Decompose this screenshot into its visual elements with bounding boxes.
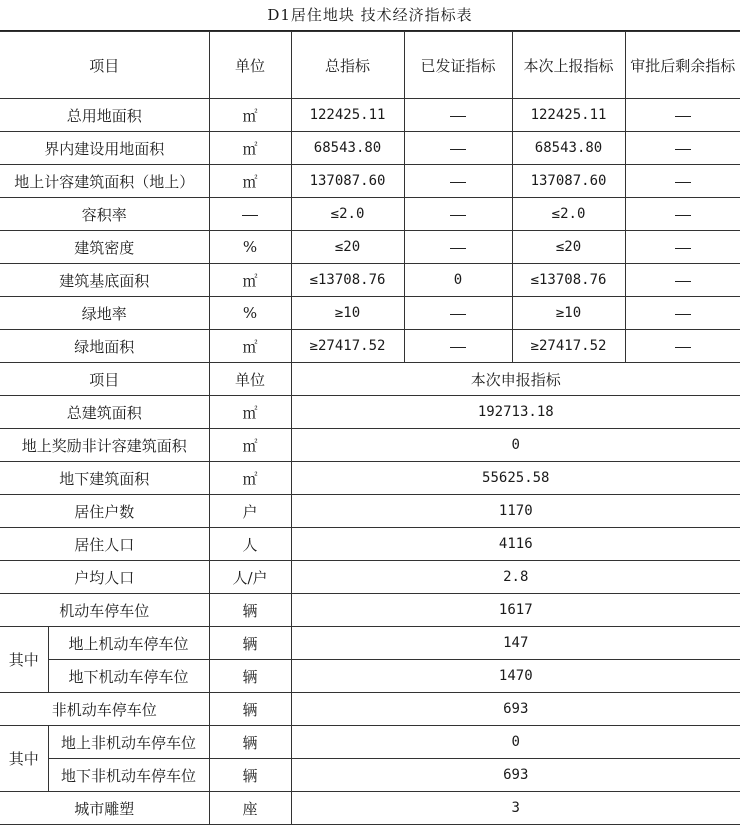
row-value: 4116 <box>291 528 740 561</box>
row-name: 建筑基底面积 <box>0 264 209 297</box>
table-row <box>0 429 740 462</box>
row-issued <box>404 165 512 198</box>
row-current: 122425.11 <box>512 99 625 132</box>
row-name: 居住人口 <box>0 528 209 561</box>
row-value: 1470 <box>291 660 740 693</box>
header-issued: 已发证指标 <box>404 32 512 99</box>
table-row <box>0 594 740 627</box>
row-value: 1617 <box>291 594 740 627</box>
table-row <box>0 495 740 528</box>
row-current: 68543.80 <box>512 132 625 165</box>
dash-mark <box>242 215 258 216</box>
row-unit: 人 <box>209 528 291 561</box>
dash-mark <box>450 215 466 216</box>
dash-mark <box>450 116 466 117</box>
row-name: 界内建设用地面积 <box>0 132 209 165</box>
header2-item: 项目 <box>0 363 209 396</box>
row-remaining <box>625 165 740 198</box>
row-remaining <box>625 132 740 165</box>
dash-mark <box>450 149 466 150</box>
row-unit: ㎡ <box>209 396 291 429</box>
row-issued <box>404 231 512 264</box>
row-current: ≤20 <box>512 231 625 264</box>
row-remaining <box>625 99 740 132</box>
row-unit: ㎡ <box>209 165 291 198</box>
row-value: 1170 <box>291 495 740 528</box>
table-row <box>0 693 740 726</box>
row-total: 68543.80 <box>291 132 404 165</box>
row-name: 地下机动车停车位 <box>48 660 209 693</box>
row-issued <box>404 198 512 231</box>
row-name: 地上奖励非计容建筑面积 <box>0 429 209 462</box>
row-name: 总建筑面积 <box>0 396 209 429</box>
table-row <box>0 726 740 759</box>
dash-mark <box>675 116 691 117</box>
row-total: ≥10 <box>291 297 404 330</box>
row-unit: ㎡ <box>209 264 291 297</box>
row-remaining <box>625 264 740 297</box>
row-current: ≤13708.76 <box>512 264 625 297</box>
table-row <box>0 198 740 231</box>
dash-mark <box>450 347 466 348</box>
table-row <box>0 165 740 198</box>
dash-mark <box>675 347 691 348</box>
table-row <box>0 528 740 561</box>
row-unit: ㎡ <box>209 429 291 462</box>
table-row <box>0 627 740 660</box>
row-unit: 辆 <box>209 627 291 660</box>
dash-mark <box>675 149 691 150</box>
row-value: 192713.18 <box>291 396 740 429</box>
table-row <box>0 231 740 264</box>
row-issued <box>404 297 512 330</box>
header-unit: 单位 <box>209 32 291 99</box>
table-row <box>0 561 740 594</box>
row-unit: 辆 <box>209 726 291 759</box>
row-unit: 辆 <box>209 660 291 693</box>
row-issued <box>404 99 512 132</box>
header-item: 项目 <box>0 32 209 99</box>
row-unit: ㎡ <box>209 330 291 363</box>
row-unit: ㎡ <box>209 132 291 165</box>
row-remaining <box>625 297 740 330</box>
row-name: 户均人口 <box>0 561 209 594</box>
dash-mark <box>450 314 466 315</box>
row-total: 137087.60 <box>291 165 404 198</box>
row-remaining <box>625 198 740 231</box>
row-name: 绿地率 <box>0 297 209 330</box>
header-row-2 <box>0 363 740 396</box>
row-value: 147 <box>291 627 740 660</box>
row-value: 3 <box>291 792 740 825</box>
row-remaining <box>625 330 740 363</box>
row-name: 非机动车停车位 <box>0 693 209 726</box>
row-name: 绿地面积 <box>0 330 209 363</box>
header-row <box>0 32 740 99</box>
table-row <box>0 462 740 495</box>
row-name: 建筑密度 <box>0 231 209 264</box>
row-unit <box>209 198 291 231</box>
row-unit: 座 <box>209 792 291 825</box>
row-unit: ㎡ <box>209 462 291 495</box>
row-current: ≥10 <box>512 297 625 330</box>
row-total: ≤13708.76 <box>291 264 404 297</box>
dash-mark <box>675 314 691 315</box>
table-row <box>0 99 740 132</box>
row-name: 地上机动车停车位 <box>48 627 209 660</box>
row-value: 693 <box>291 759 740 792</box>
row-name: 地下建筑面积 <box>0 462 209 495</box>
table-row <box>0 330 740 363</box>
dash-mark <box>675 248 691 249</box>
table-row <box>0 264 740 297</box>
row-unit: 辆 <box>209 594 291 627</box>
row-name: 总用地面积 <box>0 99 209 132</box>
row-total: ≤20 <box>291 231 404 264</box>
table-row <box>0 759 740 792</box>
row-name: 城市雕塑 <box>0 792 209 825</box>
sheet-title: D1居住地块 技术经济指标表 <box>0 0 740 31</box>
table-row <box>0 660 740 693</box>
row-name: 容积率 <box>0 198 209 231</box>
dash-mark <box>675 281 691 282</box>
row-issued <box>404 132 512 165</box>
row-unit: 辆 <box>209 693 291 726</box>
row-value: 2.8 <box>291 561 740 594</box>
row-unit: 户 <box>209 495 291 528</box>
row-value: 0 <box>291 726 740 759</box>
row-unit: 人/户 <box>209 561 291 594</box>
table-row <box>0 297 740 330</box>
table-row <box>0 396 740 429</box>
indicator-table <box>0 31 740 825</box>
row-current: 137087.60 <box>512 165 625 198</box>
row-unit: % <box>209 297 291 330</box>
row-name: 机动车停车位 <box>0 594 209 627</box>
row-current: ≤2.0 <box>512 198 625 231</box>
header-remaining: 审批后剩余指标 <box>625 32 740 99</box>
dash-mark <box>450 248 466 249</box>
row-value: 693 <box>291 693 740 726</box>
table-row <box>0 792 740 825</box>
group-label: 其中 <box>0 627 48 693</box>
row-total: ≥27417.52 <box>291 330 404 363</box>
table-row <box>0 132 740 165</box>
row-value: 0 <box>291 429 740 462</box>
header2-unit: 单位 <box>209 363 291 396</box>
row-unit: ㎡ <box>209 99 291 132</box>
row-remaining <box>625 231 740 264</box>
header2-current: 本次申报指标 <box>291 363 740 396</box>
dash-mark <box>675 215 691 216</box>
row-unit: % <box>209 231 291 264</box>
row-name: 地下非机动车停车位 <box>48 759 209 792</box>
row-current: ≥27417.52 <box>512 330 625 363</box>
row-issued <box>404 330 512 363</box>
header-current: 本次上报指标 <box>512 32 625 99</box>
group-label: 其中 <box>0 726 48 792</box>
header-total: 总指标 <box>291 32 404 99</box>
dash-mark <box>450 182 466 183</box>
row-name: 居住户数 <box>0 495 209 528</box>
dash-mark <box>675 182 691 183</box>
row-issued: 0 <box>404 264 512 297</box>
row-total: ≤2.0 <box>291 198 404 231</box>
row-name: 地上非机动车停车位 <box>48 726 209 759</box>
row-total: 122425.11 <box>291 99 404 132</box>
row-value: 55625.58 <box>291 462 740 495</box>
row-name: 地上计容建筑面积（地上） <box>0 165 209 198</box>
row-unit: 辆 <box>209 759 291 792</box>
